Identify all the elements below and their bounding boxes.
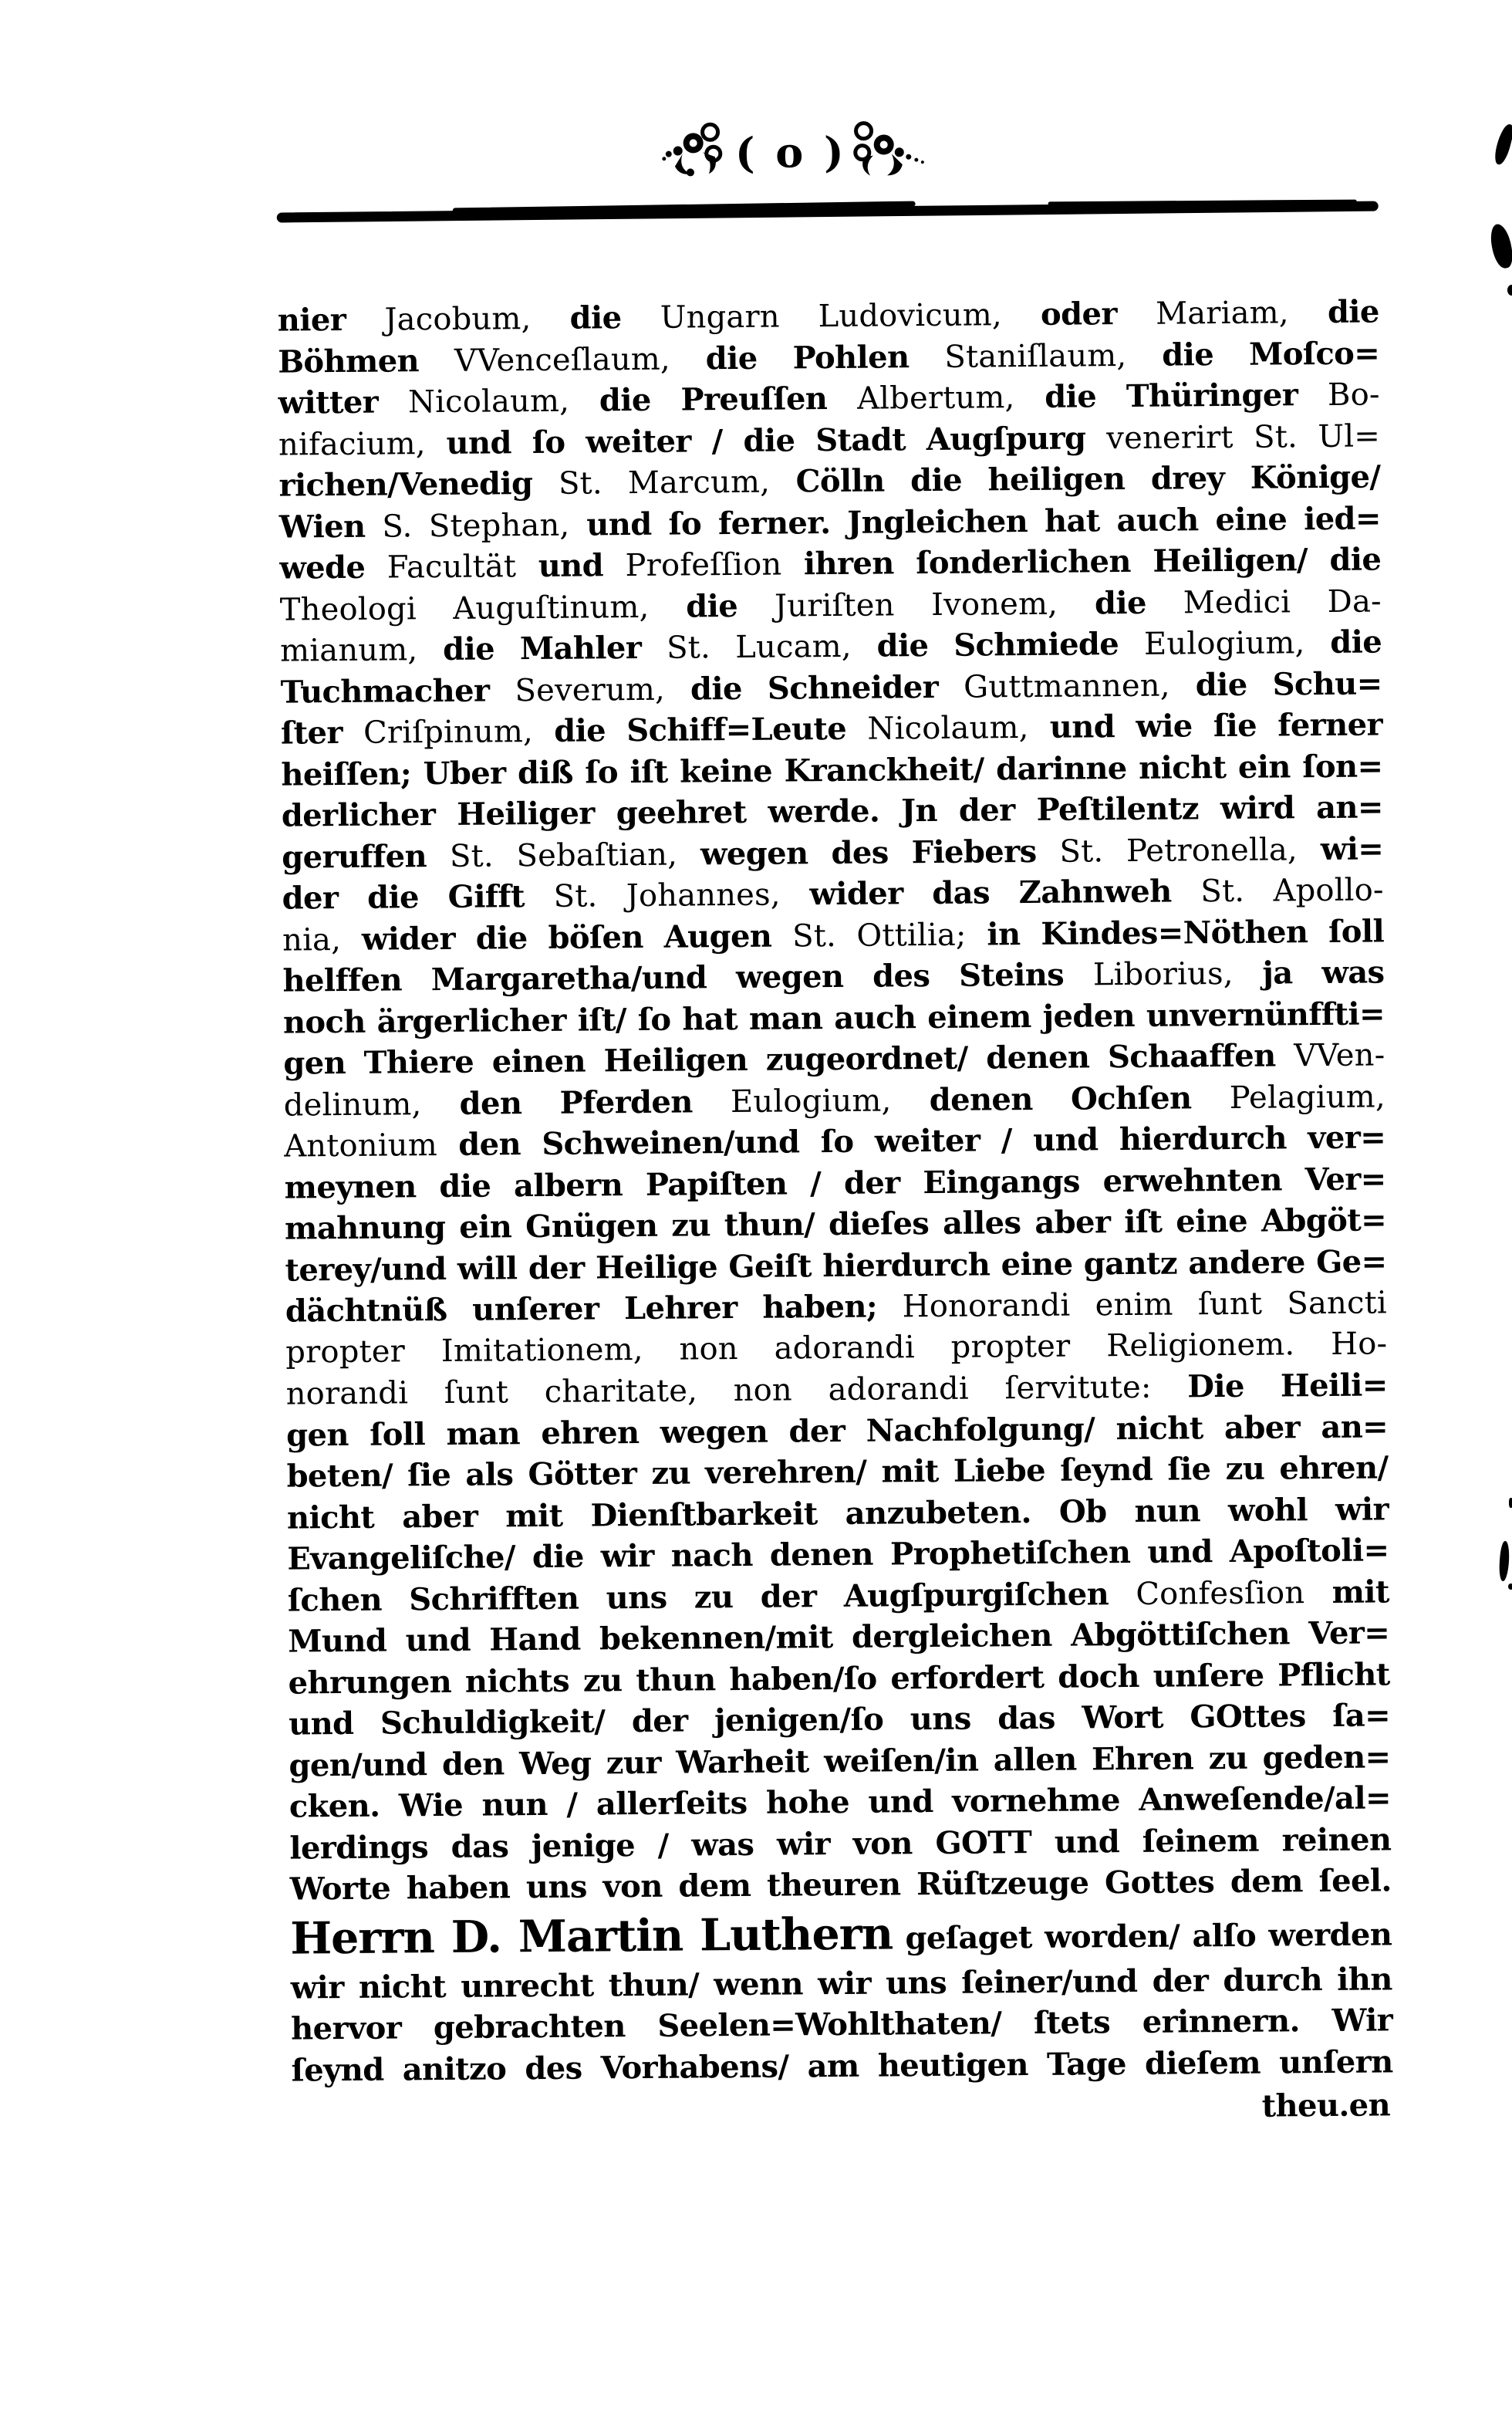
antiqua-text-segment: Liborius, xyxy=(1092,955,1234,993)
antiqua-text-segment: Bo- xyxy=(1327,377,1380,413)
fraktur-text-segment: geſaget worden/ alſo werden xyxy=(893,1915,1392,1956)
antiqua-text-segment: St. Johannes, xyxy=(553,877,781,914)
antiqua-text-segment: Confesſion xyxy=(1136,1574,1305,1612)
fraktur-text-segment: wegen des Fiebers xyxy=(677,833,1060,873)
fraktur-text-segment: oder xyxy=(1001,295,1156,333)
fraktur-text-segment: meynen die albern Papiſten / der Eingangs erwehnten Ver= xyxy=(284,1160,1386,1206)
page-ornament xyxy=(660,118,929,187)
antiqua-text-segment: St. Petronella, xyxy=(1059,831,1298,870)
antiqua-text-segment: Guttmannen, xyxy=(963,668,1170,705)
fraktur-text-segment: beten/ ſie als Götter zu verehren/ mit Liebe ſeynd ſie zu ehren/ xyxy=(286,1449,1389,1495)
ink-blot xyxy=(1507,285,1512,296)
antiqua-text-segment: nia, xyxy=(282,921,342,958)
fraktur-text-segment: ſeynd anitzo des Vorhabens/ am heutigen Tage dieſem unſern xyxy=(291,2043,1393,2089)
fraktur-text-segment: und ſo ferner. Jngleichen hat auch eine ied= xyxy=(569,499,1382,543)
fraktur-text-segment: mahnung ein Gnügen zu thun/ dieſes alles aber iſt eine Abgöt= xyxy=(284,1202,1387,1247)
text-lines xyxy=(278,291,1393,2090)
fraktur-text-segment: Böhmen xyxy=(278,342,455,380)
antiqua-text-segment: delinum, xyxy=(283,1086,422,1124)
ink-blot xyxy=(1508,1583,1512,1590)
fraktur-text-segment: mit xyxy=(1304,1573,1389,1611)
antiqua-text-segment: St. Ottilia; xyxy=(791,917,967,954)
fraktur-text-segment: Tuchmacher xyxy=(280,671,515,711)
fraktur-text-segment: die xyxy=(531,299,660,337)
fraktur-text-segment: und ſo weiter / die Stadt Augſpurg xyxy=(425,419,1107,461)
fraktur-text-segment: die Pohlen xyxy=(670,338,945,377)
fraktur-text-segment: und wie ſie ferner xyxy=(1028,706,1383,746)
fraktur-text-segment: witter xyxy=(278,384,409,421)
antiqua-text-segment: VVenceſlaum, xyxy=(454,341,671,379)
headpiece xyxy=(276,110,1379,211)
fraktur-text-segment: Mund und Hand bekennen/mit dergleichen Abgöttiſchen Ver= xyxy=(288,1614,1390,1660)
antiqua-text-segment: St. Apollo- xyxy=(1200,872,1384,910)
floral-flourish-right-icon xyxy=(851,118,929,185)
fraktur-text-segment: Cölln die heiligen drey Könige/ xyxy=(769,458,1381,500)
fraktur-text-segment: nier xyxy=(277,301,385,339)
fraktur-text-segment: Evangeliſche/ die wir nach denen Prophetiſchen und Apoſtoli= xyxy=(287,1532,1389,1577)
antiqua-text-segment: Mariam, xyxy=(1155,295,1289,332)
fraktur-text-segment: und Schuldigkeit/ der jenigen/ſo uns das Wort GOttes ſa= xyxy=(288,1697,1391,1742)
fraktur-text-segment: die Preuſſen xyxy=(569,380,858,419)
antiqua-text-segment: Eulogium, xyxy=(730,1082,892,1120)
antiqua-text-segment: Criſpinum, xyxy=(363,714,534,751)
antiqua-text-segment: venerirt St. Ul= xyxy=(1106,417,1381,456)
antiqua-text-segment: Jacobum, xyxy=(384,301,532,338)
fraktur-text-segment: den Pferden xyxy=(421,1083,731,1122)
antiqua-text-segment: Theologi Auguſtinum, xyxy=(279,589,650,628)
fraktur-text-segment: Die Heili= xyxy=(1187,1367,1388,1405)
fraktur-text-segment: in Kindes=Nöthen ſoll xyxy=(966,912,1385,953)
fraktur-text-segment: helffen Margaretha/und wegen des Steins xyxy=(282,956,1094,999)
text-line xyxy=(290,1901,1392,1967)
fraktur-text-segment: ehrungen nichts zu thun haben/ſo erfordert doch unſere Pflicht xyxy=(288,1655,1390,1702)
fraktur-text-segment: den Schweinen/und ſo weiter / und hierdurch ver= xyxy=(437,1119,1386,1164)
ink-blot xyxy=(1509,1498,1512,1508)
fraktur-text-segment: die Schmiede xyxy=(851,625,1145,664)
antiqua-text-segment: Nicolaum, xyxy=(867,710,1029,747)
fraktur-text-segment: hervor gebrachten Seelen=Wohlthaten/ ſtets erinnern. Wir xyxy=(291,2002,1393,2047)
ink-blot xyxy=(1489,222,1512,269)
fraktur-text-segment: die xyxy=(1057,583,1183,622)
fraktur-text-segment: derlicher Heiliger geehret werde. Jn der Peſtilentz wird an= xyxy=(281,789,1383,834)
fraktur-text-segment: Worte haben uns von dem theuren Rüſtzeuge Gottes dem ſeel. xyxy=(289,1862,1392,1908)
emphasized-name-segment: Herrn D. Martin Luthern xyxy=(290,1907,893,1965)
text-line xyxy=(291,2041,1392,2091)
catchword-line xyxy=(292,2084,1393,2134)
fraktur-text-segment: geruffen xyxy=(282,837,451,876)
fraktur-text-segment: wede xyxy=(279,549,387,586)
antiqua-text-segment: St. Sebaſtian, xyxy=(449,837,678,874)
fraktur-text-segment: richen/Venedig xyxy=(278,465,559,504)
fraktur-text-segment: die Schneider xyxy=(664,668,964,708)
ink-blot xyxy=(1498,1541,1510,1582)
antiqua-text-segment: Facultät xyxy=(386,549,517,586)
fraktur-text-segment: die Mahler xyxy=(417,629,667,668)
antiqua-text-segment: Honorandi enim ſunt Sancti xyxy=(902,1285,1388,1325)
fraktur-text-segment: die xyxy=(1288,293,1379,331)
fraktur-text-segment: ja was xyxy=(1233,954,1385,992)
fraktur-text-segment: nicht aber mit Dienſtbarkeit anzubeten. Ob nun wohl wir xyxy=(286,1490,1389,1536)
antiqua-text-segment: Pelagium, xyxy=(1229,1078,1385,1116)
antiqua-text-segment: S. Stephan, xyxy=(382,507,570,545)
antiqua-text-segment: Ungarn Ludovicum, xyxy=(660,297,1003,336)
fraktur-text-segment: Wien xyxy=(278,508,383,546)
text-block xyxy=(276,110,1393,2134)
fraktur-text-segment: ihren ſonderlichen Heiligen/ die xyxy=(781,541,1382,583)
antiqua-text-segment: Profeſſion xyxy=(625,546,782,584)
antiqua-text-segment: Juriſten Ivonem, xyxy=(774,586,1058,624)
fraktur-text-segment: lerdings das jenige / was wir von GOTT und ſeinem reinen xyxy=(289,1820,1392,1867)
fraktur-text-segment: wider das Zahnweh xyxy=(780,873,1201,913)
ink-blot xyxy=(1493,123,1512,167)
fraktur-text-segment: die xyxy=(1304,624,1382,661)
fraktur-text-segment: gen/und den Weg zur Warheit weiſen/in allen Ehren zu geden= xyxy=(289,1738,1391,1784)
fraktur-text-segment: wi= xyxy=(1297,830,1384,867)
antiqua-text-segment: Medici Da- xyxy=(1183,583,1382,620)
antiqua-text-segment: VVen- xyxy=(1294,1037,1385,1074)
catchword: theu.en xyxy=(1261,2087,1391,2124)
fraktur-text-segment: die xyxy=(649,587,775,625)
antiqua-text-segment: St. Marcum, xyxy=(558,464,771,502)
fraktur-text-segment: die Schiff=Leute xyxy=(532,710,868,750)
fraktur-text-segment: denen Ochſen xyxy=(891,1079,1230,1118)
fraktur-text-segment: die Thüringer xyxy=(1014,376,1328,416)
fraktur-text-segment: die Moſco= xyxy=(1126,334,1380,373)
fraktur-text-segment: und xyxy=(516,547,626,585)
antiqua-text-segment: norandi ſunt charitate, non adorandi ſervitute: xyxy=(285,1369,1188,1412)
antiqua-text-segment: St. Lucam, xyxy=(666,628,852,666)
antiqua-text-segment: nifacium, xyxy=(278,425,426,463)
fraktur-text-segment: wider die böſen Augen xyxy=(340,917,793,958)
antiqua-text-segment: propter Imitationem, non adorandi propter Religionem. Ho- xyxy=(285,1325,1388,1371)
antiqua-text-segment: Albertum, xyxy=(856,380,1015,417)
fraktur-text-segment: dächtnüß unſerer Lehrer haben; xyxy=(285,1288,903,1330)
antiqua-text-segment: mianum, xyxy=(280,632,418,669)
fraktur-text-segment: gen Thiere einen Heiligen zugeordnet/ denen Schaaffen xyxy=(283,1037,1294,1082)
fraktur-text-segment: die Schu= xyxy=(1169,664,1382,704)
fraktur-text-segment: terey/und will der Heilige Geiſt hierdurch eine gantz andere Ge= xyxy=(285,1242,1387,1289)
antiqua-text-segment: Nicolaum, xyxy=(407,383,570,421)
fraktur-text-segment: ſchen Schrifften uns zu der Augſpurgiſchen xyxy=(287,1575,1136,1619)
fraktur-text-segment: ſter xyxy=(280,714,364,752)
fraktur-text-segment: noch ärgerlicher iſt/ ſo hat man auch einem jeden unvernünffti= xyxy=(282,995,1385,1041)
fraktur-text-segment: heiſſen; Uber diß ſo iſt keine Kranckheit/ darinne nicht ein ſon= xyxy=(281,747,1383,793)
fraktur-text-segment: wir nicht unrecht thun/ wenn wir uns ſeiner/und der durch ihn xyxy=(290,1960,1392,2006)
floral-flourish-left-icon xyxy=(660,120,731,187)
fraktur-text-segment: der die Gifft xyxy=(282,877,554,917)
fraktur-text-segment: gen ſoll man ehren wegen der Nachfolgung/ nicht aber an= xyxy=(285,1408,1389,1454)
antiqua-text-segment: Staniſlaum, xyxy=(944,337,1127,375)
antiqua-text-segment: Severum, xyxy=(515,671,666,708)
fraktur-text-segment: cken. Wie nun / allerſeits hohe und vornehme Anweſende/al= xyxy=(289,1780,1392,1825)
antiqua-text-segment: Antonium xyxy=(284,1127,438,1164)
antiqua-text-segment: Eulogium, xyxy=(1143,625,1305,662)
ornament-center-mark: ( o ) xyxy=(734,127,847,177)
